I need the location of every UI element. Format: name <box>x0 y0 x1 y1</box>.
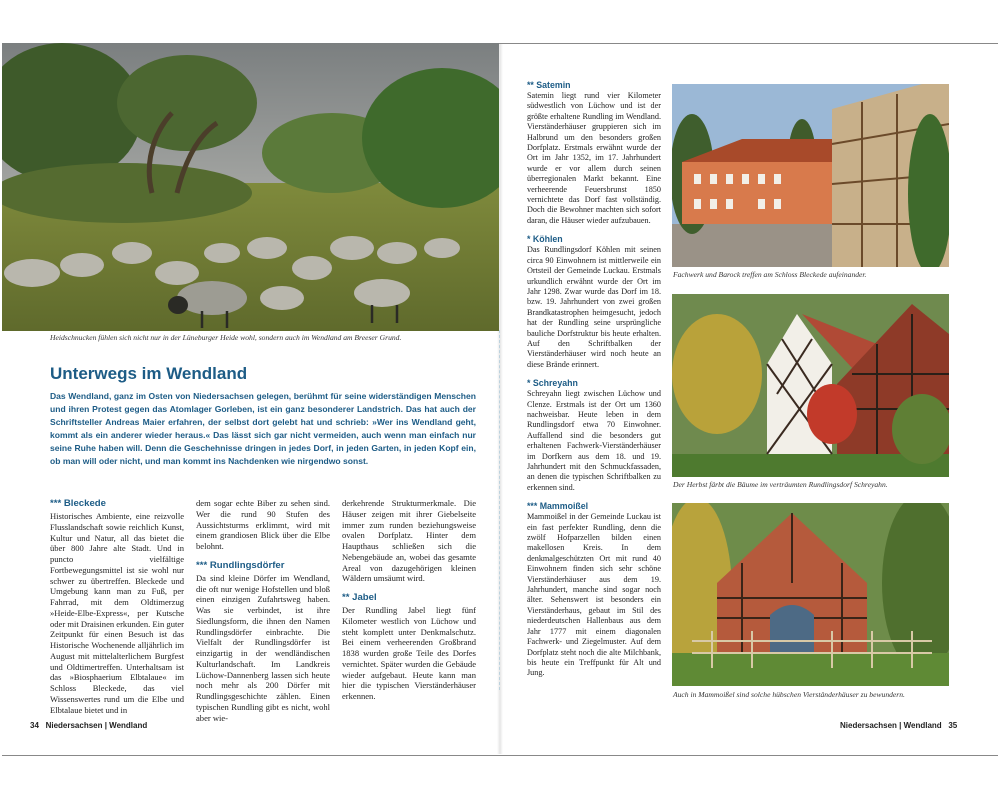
schreyahn-photo <box>672 294 949 477</box>
sheep-photo-caption: Heidschnucken fühlen sich nicht nur in der Lüneburger Heide wohl, sondern auch im Wendland am Breeser Grund. <box>50 333 402 342</box>
page-number-right: 35 <box>948 721 958 730</box>
text-schreyahn: Schreyahn liegt zwischen Lüchow und Clenze. Erstmals ist der Ort um 1360 nachweisbar. Heute leben in dem Rundlingsdorf etwa 70 Einwohner. Auffallend sind die besonders gut erhaltenen Fachwerk-Vierständerhäuser im Dorfkern aus dem 18. und 19. Jahrhundert mit den Schmuckfassaden, an denen die typischen Schriftbalken zu erkennen sind. <box>527 389 661 492</box>
folio-text-left: Niedersachsen | Wendland <box>45 721 148 730</box>
text-rundlingsdoerfer-cont: derkehrende Strukturmerkmale. Die Häuser zeigen mit ihrer Giebelseite immer zum runden beziehungsweise ovalen Dorfplatz. Hinter dem Haupthaus schließen sich die Nebengebäude an, wobei das gesamte Areal von dazugehörigen kleinen Wäldern umsäumt wird. <box>342 498 476 584</box>
text-bleckede-cont: dem sogar echte Biber zu sehen sind. Wer die rund 90 Stufen des Aussichtsturms erklimmt, wird mit einem grandiosen Blick über die Elbe belohnt. <box>196 498 330 551</box>
heading-rundlingsdoerfer: *** Rundlingsdörfer <box>196 559 285 571</box>
mammoissel-caption: Auch in Mammoißel sind solche hübschen Vierständerhäuser zu bewundern. <box>673 690 905 699</box>
heading-jabel: ** Jabel <box>342 592 377 603</box>
column-2 <box>196 498 330 731</box>
text-bleckede: Historisches Ambiente, eine reizvolle Flusslandschaft sowie reichlich Kunst, Kultur und Natur, all das bietet die über 800 Jahre alte Stadt. Und in puncto vielfältige Fortbewegungsmittel ist sie wohl nur schwer zu übertreffen. Bleckede und Umgebung kann man zu Fuß, per Fahrrad, mit dem Oldtimerzug »Heide-Elbe-Express«, per Kutsche oder mit Draisinen erkunden. Ein guter Zeitpunkt für einen Besuch ist das Historische Wochenende alljährlich im August mit mittelalterlichem Burgfest und Oldtimertreffen. Unterhaltsam ist das »Biosphaerium Elbtalaue« im Schloss Bleckede, das viel Wissenswertes rund um die Elbe und Elbtalaue bietet und in <box>50 511 184 715</box>
text-satemin: Satemin liegt rund vier Kilometer südwestlich von Lüchow und ist der größte erhaltene Rundling im Wendland. Vierständerhäuser gruppieren sich im Halbrund um den besonders großen Dorfplatz. Erstmals erwähnt wurde der Ort im Jahr 1352, im 17. Jahrhundert wurde er vor allem durch seinen überregionalen Markt bekannt. Eine verheerende Feuersbrunst 1850 vernichtete das Dorf fast vollständig. Doch die Bewohner machten sich sofort daran, die Häuser wieder aufzubauen. <box>527 91 661 225</box>
text-jabel: Der Rundling Jabel liegt fünf Kilometer westlich von Lüchow und steht komplett unter Denkmalschutz. Bei einem verheerenden Großbrand 1838 wurden große Teile des Dorfes vernichtet. Später wurden die Gebäude wieder aufgebaut. Heute kann man hier die typischen Vierständerhäuser erkennen. <box>342 605 476 701</box>
schloss-caption: Fachwerk und Barock treffen am Schloss Bleckede aufeinander. <box>673 270 867 279</box>
heading-satemin: ** Satemin <box>527 80 571 90</box>
heading-bleckede: *** Bleckede <box>50 498 106 509</box>
text-rundlingsdoerfer: Da sind kleine Dörfer im Wendland, die oft nur wenige Hofstellen und bloß einen einzigen Zufahrtsweg haben. Was sie verbindet, ist ihre Siedlungsform, die ihnen den Namen Rundlingsdörfer einbrachte. Die Vielfalt der Rundlingsdörfer ist einzigartig in der wendländischen Kulturlandschaft. Im Landkreis Lüchow-Dannenberg lassen sich heute noch mehr als 200 Dörfer mit Rundlingsgeschichte zählen. Einen typischen Rundling gibt es nicht, wohl aber wie- <box>196 572 330 723</box>
page-number-left: 34 <box>30 721 39 730</box>
folio-right <box>840 721 957 730</box>
heading-schreyahn: * Schreyahn <box>527 378 578 389</box>
page-title: Unterwegs im Wendland <box>50 364 248 383</box>
heading-koehlen: * Köhlen <box>527 234 563 245</box>
text-koehlen: Das Rundlingsdorf Köhlen mit seinen circa 90 Einwohnern ist mittlerweile ein Ortsteil der Gemeinde Luckau. Erstmals urkundlich erwähnt wurde der Ort im Jahr 1298. Zwar wurde das Dorf im 18. bzw. 19. Jahrhundert von zwei großen Brandkatastrophen heimgesucht, jedoch hat der Rundling seine ursprüngliche bauliche Dorfstruktur bis heute erhalten. Auf den Schriftbalken der Vierständerhäuser wird noch heute an diese Brände erinnert. <box>527 245 661 369</box>
gutter-fold-line <box>499 330 500 690</box>
folio-text-right: Niedersachsen | Wendland <box>840 721 942 730</box>
text-mammoissel: Mammoißel in der Gemeinde Luckau ist ein fast perfekter Rundling, denn die zwölf Hofparzellen bilden einen makellosen Kreis. In dem denkmalgeschützten Ort mit rund 40 Einwohnern finden sich sehr schöne Vierständerhäuser aus dem 19. Jahrhundert, manche sind sogar noch älter. Sehenswert ist besonders ein Vierständerhaus, gebaut im Stil des niederdeutschen Hallenbaus aus dem Jahr 1777 mit einem diagonalen Fachwerk- und Ziegelmuster. Auf dem Dorfplatz steht noch die alte Milchbank, bis heute ein Treffpunkt für Alt und Jung. <box>527 512 661 678</box>
right-text-column <box>527 80 661 687</box>
sheep-photo <box>2 43 499 331</box>
lead-paragraph: Das Wendland, ganz im Osten von Niedersachsen gelegen, berühmt für seine widerständigen Menschen und ihren Protest gegen das Atomlager Gorleben, ist ein ganz besonderer Landstrich. Das hat auch der Schriftsteller Andreas Maier erfahren, der selbst dort gelebt hat und schrieb: »Wer ins Wendland geht, kommt als ein anderer wieder heraus.« Das lässt sich gar nicht vermeiden, auch wenn man einfach nur seine Ruhe haben will. Denn die Geschehnisse dringen in jedes Dorf, in jeden Garten, in jeden Kopf ein, ob man will oder nicht, und man kommt ins Nachdenken wie nirgendwo sonst. <box>50 391 476 466</box>
folio-left <box>30 721 147 730</box>
schreyahn-caption: Der Herbst färbt die Bäume im verträumten Rundlingsdorf Schreyahn. <box>673 480 888 489</box>
column-3 <box>342 498 476 710</box>
mammoissel-photo <box>672 503 949 686</box>
column-1 <box>50 498 184 723</box>
heading-mammoissel: *** Mammoißel <box>527 501 589 512</box>
schloss-bleckede-photo <box>672 84 949 267</box>
